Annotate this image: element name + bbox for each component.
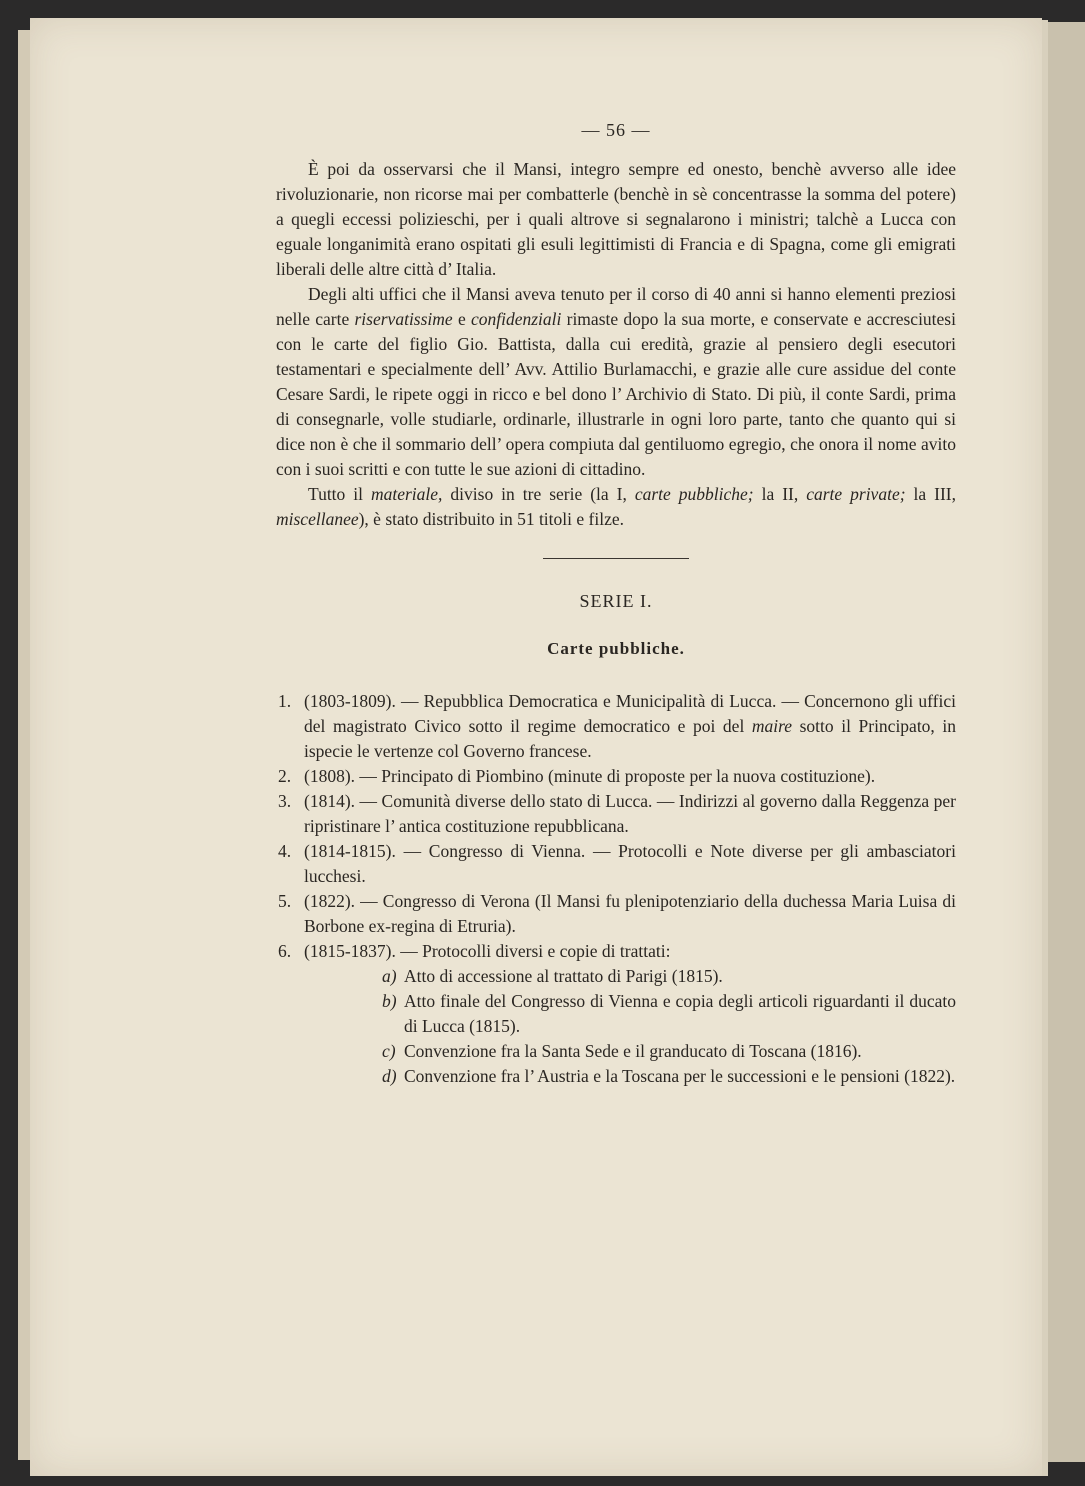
- entry-text: (1822). — Congresso di Verona (Il Mansi fu plenipotenziario della duchessa Maria Luisa di Borbone ex-regina di Etruria).: [304, 891, 956, 936]
- entry-number: 6.: [278, 941, 292, 961]
- section-title: Carte pubbliche.: [547, 639, 685, 658]
- list-item: [276, 789, 956, 839]
- sub-item: [276, 1064, 956, 1089]
- sub-letter: b): [382, 991, 397, 1011]
- sub-letter: c): [382, 1041, 396, 1061]
- entry-number: 1.: [278, 691, 292, 711]
- sub-text: Convenzione fra la Santa Sede e il granducato di Toscana (1816).: [404, 1041, 862, 1061]
- list-item: [276, 889, 956, 939]
- sub-letter: d): [382, 1066, 397, 1086]
- list-item: [276, 839, 956, 889]
- sub-text: Atto finale del Congresso di Vienna e copia degli articoli riguardanti il ducato di Lucca (1815).: [404, 991, 956, 1036]
- page-text: [276, 118, 956, 1089]
- page-edge-back: [1046, 22, 1085, 1462]
- entry-text: (1808). — Principato di Piombino (minute di proposte per la nuova costituzione).: [304, 766, 876, 786]
- page-number: — 56 —: [581, 120, 651, 140]
- entry-text: (1803-1809). — Repubblica Democratica e Municipalità di Lucca. — Concernono gli uffici del magistrato Civico sotto il regime democratico e poi del maire sotto il Principato, in ispecie le vertenze col Governo francese.: [304, 691, 956, 761]
- sub-letter: a): [382, 966, 397, 986]
- paragraph-3: Tutto il materiale, diviso in tre serie (la I, carte pubbliche; la II, carte private; la III, miscellanee), è stato distribuito in 51 titoli e filze.: [276, 484, 956, 529]
- sub-text: Atto di accessione al trattato di Parigi (1815).: [404, 966, 723, 986]
- list-item: [276, 764, 956, 789]
- section-divider: [543, 558, 689, 559]
- paragraph-2: Degli alti uffici che il Mansi aveva tenuto per il corso di 40 anni si hanno elementi preziosi nelle carte riservatissime e confidenziali rimaste dopo la sua morte, e conservate e accresciutesi con le carte del figlio Gio. Battista, dalla cui eredità, grazie al pensiero degli esecutori testamentari e specialmente dell’ Avv. Attilio Burlamacchi, e grazie alle cure assidue del conte Cesare Sardi, le ripete oggi in ricco e bel dono l’ Archivio di Stato. Di più, il conte Sardi, prima di consegnarle, volle studiarle, ordinarle, illustrarle in ogni loro parte, tanto che quanto qui si dice non è che il sommario dell’ opera compiuta dal gentiluomo egregio, che onora il nome avito con i suoi scritti e con tutte le sue azioni di cittadino.: [276, 284, 956, 479]
- list-item: [276, 939, 956, 964]
- sub-item: [276, 964, 956, 989]
- entry-text: (1815-1837). — Protocolli diversi e copie di trattati:: [304, 941, 671, 961]
- entry-text: (1814). — Comunità diverse dello stato di Lucca. — Indirizzi al governo dalla Reggenza per ripristinare l’ antica costituzione repubblicana.: [304, 791, 956, 836]
- entry-number: 2.: [278, 766, 292, 786]
- serie-title: SERIE I.: [579, 591, 653, 611]
- sub-item: [276, 1039, 956, 1064]
- sub-item: [276, 989, 956, 1039]
- sub-text: Convenzione fra l’ Austria e la Toscana per le successioni e le pensioni (1822).: [404, 1066, 956, 1086]
- entry-text: (1814-1815). — Congresso di Vienna. — Protocolli e Note diverse per gli ambasciatori lucchesi.: [304, 841, 956, 886]
- entry-number: 4.: [278, 841, 292, 861]
- list-item: [276, 689, 956, 764]
- entry-number: 3.: [278, 791, 292, 811]
- paragraph-1: È poi da osservarsi che il Mansi, integro sempre ed onesto, benchè avverso alle idee rivoluzionarie, non ricorse mai per combatterle (benchè in sè concentrasse la somma del potere) a quegli eccessi polizieschi, per i quali altrove si segnalarono i ministri; talchè a Lucca con eguale longanimità erano ospitati gli esuli legittimisti di Francia e di Spagna, come gli emigrati liberali delle altre città d’ Italia.: [276, 159, 956, 279]
- entry-number: 5.: [278, 891, 292, 911]
